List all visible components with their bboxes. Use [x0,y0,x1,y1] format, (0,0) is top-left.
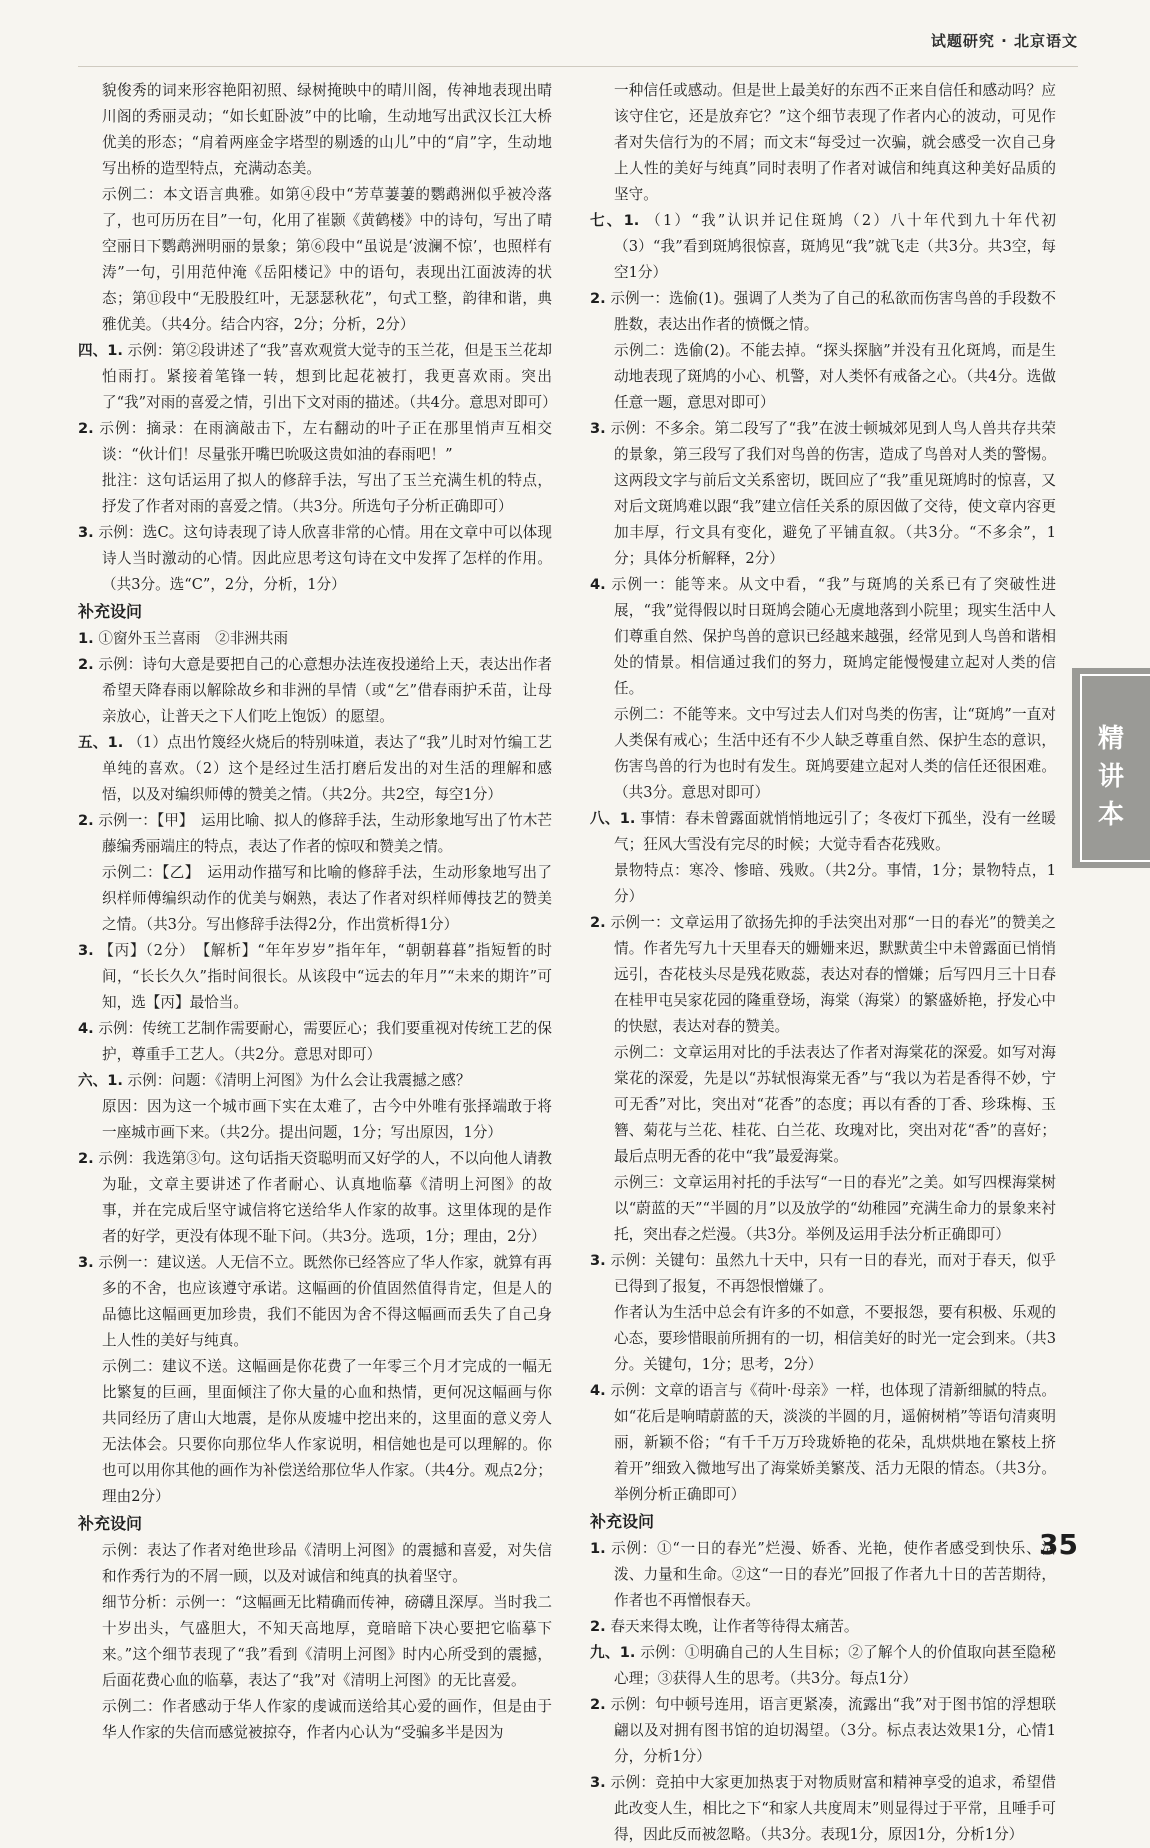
item-number: 2. [590,290,606,307]
item-number: 2. [78,1150,94,1167]
section-heading: 补充设问 [590,1512,655,1531]
item-text: 示例一：【甲】 运用比喻、拟人的修辞手法，生动形象地写出了竹木芒藤编秀丽端庄的特点，表达了作者的惊叹和赞美之情。 [98,812,553,855]
item-text: 示例一：选偷(1)。强调了人类为了自己的私欲而伤害鸟兽的手段数不胜数，表达出作者的愤慨之情。 [610,290,1056,333]
running-header: 试题研究 · 北京语文 [930,32,1078,50]
answer-item [590,1614,1056,1640]
answer-paragraph: 貌俊秀的词来形容艳阳初照、绿树掩映中的晴川阁，传神地表现出晴川阁的秀丽灵动；“如长虹卧波”中的比喻，生动地写出武汉长江大桥优美的形态；“肩着两座金字塔型的剔透的山儿”中的“肩”字，生动地写出桥的造型特点，充满动态美。 [102,82,552,177]
item-number: 1. [590,1540,606,1557]
answer-item [590,1536,1056,1614]
item-text: 示例一：文章运用了欲扬先抑的手法突出对那“一日的春光”的赞美之情。作者先写九十天里春天的姗姗来迟，默默黄尘中未曾露面已悄悄远引，杏花枝头尽是残花败蕊，表达对春的憎嫌；后写四月三十日春在桂甲屯吴家花园的隆重登场，海棠（海棠）的繁盛娇艳，抒发心中的快慰，表达对春的赞美。 [610,914,1056,1035]
item-text: 【丙】（2分） 【解析】“年年岁岁”指年年，“朝朝暮暮”指短暂的时间，“长长久久”指时间很长。从该段中“远去的年月”“未来的期许”可知，选【丙】最恰当。 [99,942,552,1011]
answer-item [590,1692,1056,1770]
answer-paragraph: 批注：这句话运用了拟人的修辞手法，写出了玉兰充满生机的特点，抒发了作者对雨的喜爱之情。（共3分。所选句子分析正确即可） [102,472,552,515]
item-text: 示例：第②段讲述了“我”喜欢观赏大觉寺的玉兰花，但是玉兰花却怕雨打。紧接着笔锋一转，想到比起花被打，我更喜欢雨。突出了“我”对雨的喜爱之情，引出下文对雨的描述。（共4分。意思对即可） [102,342,557,411]
item-number: 六、1. [78,1072,123,1089]
item-number: 2. [590,1696,606,1713]
answer-paragraph: 作者认为生活中总会有许多的不如意，不要报怨，要有积极、乐观的心态，要珍惜眼前所拥有的一切，相信美好的时光一定会到来。（共3分。关键句，1分；思考，2分） [614,1304,1056,1373]
item-number: 2. [78,812,94,829]
answer-item [590,1378,1056,1508]
item-number: 3. [590,1774,606,1791]
answer-paragraph: 示例二：建议不送。这幅画是你花费了一年零三个月才完成的一幅无比繁复的巨画，里面倾注了你大量的心血和热情，更何况这幅画与你共同经历了唐山大地震，是你从废墟中挖出来的，这里面的意义旁人无法体会。只要你向那位华人作家说明，相信她也是可以理解的。你也可以用你其他的画作为补偿送给那位华人作家。（共4分。观点2分；理由2分） [102,1358,552,1505]
item-number: 3. [78,524,94,541]
item-number: 3. [590,420,606,437]
right-column [590,78,1056,1848]
answer-item [590,572,1056,702]
answer-paragraph: 原因：因为这一个城市画下实在太难了，古今中外唯有张择端敢于将一座城市画下来。（共2分。提出问题，1分；写出原因，1分） [102,1098,552,1141]
item-text: 示例：问题：《清明上河图》为什么会让我震撼之感？ [127,1072,471,1089]
item-text: 示例：句中顿号连用，语言更紧凑，流露出“我”对于图书馆的浮想联翩以及对拥有图书馆的迫切渴望。（3分。标点表达效果1分，心情1分，分析1分） [610,1696,1056,1765]
answer-paragraph: 示例二：作者感动于华人作家的虔诚而送给其心爱的画作，但是由于华人作家的失信而感觉被掠夺，作者内心认为“受骗多半是因为 [102,1698,552,1741]
item-text: ①窗外玉兰喜雨 ②非洲共雨 [98,630,289,647]
answer-item [590,1640,1056,1692]
item-number: 2. [78,656,94,673]
answer-item [78,652,552,730]
answer-paragraph: 示例：表达了作者对绝世珍品《清明上河图》的震撼和喜爱，对失信和作秀行为的不屑一顾，以及对诚信和纯真的执着坚守。 [102,1542,552,1585]
item-text: 事情：春未曾露面就悄悄地远引了；冬夜灯下孤坐，没有一丝暖气；狂风大雪没有完尽的时候；大觉寺看杏花残败。 [614,810,1057,853]
answer-item [590,806,1056,858]
answer-item [78,808,552,860]
item-text: 示例一：建议送。人无信不立。既然你已经答应了华人作家，就算有再多的不舍，也应该遵守承诺。这幅画的价值固然值得肯定，但是人的品德比这幅画更加珍贵，我们不能因为舍不得这幅画而丢失了自己身上人性的美好与纯真。 [98,1254,552,1349]
section-heading: 补充设问 [78,1514,143,1533]
item-number: 七、1. [590,212,640,229]
answer-paragraph: 一种信任或感动。但是世上最美好的东西不正来自信任和感动吗？应该守住它，还是放弃它？”这个细节表现了作者内心的波动，可见作者对失信行为的不屑；而文末“每受过一次骗，就会感受一次自己身上人性的美好与纯真”同时表明了作者对诚信和纯真这种美好品质的坚守。 [614,82,1056,203]
item-text: 示例：①明确自己的人生目标；②了解个人的价值取向甚至隐秘心理；③获得人生的思考。（共3分。每点1分） [614,1644,1057,1687]
item-text: 示例：文章的语言与《荷叶·母亲》一样，也体现了清新细腻的特点。如“花后是响晴蔚蓝的天，淡淡的半圆的月，遥俯树梢”等语句清爽明丽，新颖不俗；“有千千万万玲珑娇艳的花朵，乱烘烘地在繁枝上挤着开”细致入微地写出了海棠娇美繁茂、活力无限的情态。（共3分。举例分析正确即可） [610,1382,1056,1503]
answer-paragraph: 示例二：文章运用对比的手法表达了作者对海棠花的深爱。如写对海棠花的深爱，先是以“苏轼恨海棠无香”与“我以为若是香得不妙，宁可无香”对比，突出对“花香”的态度；再以有香的丁香、珍珠梅、玉簪、菊花与兰花、桂花、白兰花、玫瑰对比，突出对花“香”的喜好；最后点明无香的花中“我”最爱海棠。 [614,1044,1056,1165]
item-number: 四、1. [78,342,123,359]
side-tab [1072,668,1150,868]
left-column [78,78,557,1746]
item-number: 五、1. [78,734,124,751]
item-number: 4. [590,1382,606,1399]
item-text: 示例：摘录：在雨滴敲击下，左右翻动的叶子正在那里悄声互相交谈：“伙计们！尽量张开嘴巴吮吸这贵如油的春雨吧！” [99,420,553,463]
item-number: 4. [590,576,606,593]
answer-item [78,416,552,468]
item-text: 示例：不多余。第二段写了“我”在波士顿城郊见到人鸟人兽共存共荣的景象，第三段写了我们对鸟兽的伤害，造成了鸟兽对人类的警惕。这两段文字与前后文关系密切，既回应了“我”重见斑鸠时的惊喜，又对后文斑鸠难以跟“我”建立信任关系的原因做了交待，使文章内容更加丰厚，行文具有变化，避免了平铺直叙。（共3分。“不多余”，1分；具体分析解释，2分） [610,420,1056,567]
answer-item [590,1248,1056,1300]
item-number: 2. [78,420,94,437]
item-text: 示例一：能等来。从文中看，“我”与斑鸠的关系已有了突破性进展，“我”觉得假以时日斑鸠会随心无虞地落到小院里；现实生活中人们尊重自然、保护鸟兽的意识已经越来越强，经常见到人鸟兽和谐相处的情景。相信通过我们的努力，斑鸠定能慢慢建立起对人类的信任。 [611,576,1056,697]
item-number: 3. [78,1254,94,1271]
answer-paragraph: 示例二：本文语言典雅。如第④段中“芳草萋萋的鹦鹉洲似乎被冷落了，也可历历在目”一句，化用了崔颢《黄鹤楼》中的诗句，写出了晴空丽日下鹦鹉洲明丽的景象；第⑥段中“虽说是‘波澜不惊’，也照样有涛”一句，引用范仲淹《岳阳楼记》中的语句，表现出江面波涛的状态；第⑪段中“无股股红叶，无瑟瑟秋花”，句式工整，韵律和谐，典雅优美。（共4分。结合内容，2分；分析，2分） [102,186,552,333]
answer-item [78,1250,552,1354]
item-number: 1. [78,630,94,647]
item-number: 九、1. [590,1644,636,1661]
item-text: （1）“我”认识并记住斑鸠（2）八十年代到九十年代初（3）“我”看到斑鸠很惊喜，斑鸠见“我”就飞走（共3分。共3空，每空1分） [614,212,1057,281]
item-number: 2. [590,914,606,931]
answer-item [590,286,1056,338]
answer-paragraph: 示例二：不能等来。文中写过去人们对鸟类的伤害，让“斑鸠”一直对人类保有戒心；生活中还有不少人缺乏尊重自然、保护生态的意识，伤害鸟兽的行为也时有发生。斑鸠要建立起对人类的信任还很困难。（共3分。意思对即可） [614,706,1056,801]
answer-paragraph: 细节分析：示例一：“这幅画无比精确而传神，磅礴且深厚。当时我二十岁出头，气盛胆大，不知天高地厚，竟暗暗下决心要把它临摹下来。”这个细节表现了“我”看到《清明上河图》时内心所受到的震撼，后面花费心血的临摹，表达了“我”对《清明上河图》的无比喜爱。 [102,1594,552,1689]
answer-item [78,626,552,652]
header-rule [78,66,1078,67]
item-number: 3. [78,942,94,959]
answer-item [78,730,552,808]
item-number: 八、1. [590,810,636,827]
answer-item [78,338,557,416]
section-heading: 补充设问 [78,602,143,621]
item-text: 示例：传统工艺制作需要耐心，需要匠心；我们要重视对传统工艺的保护，尊重手工艺人。（共2分。意思对即可） [98,1020,552,1063]
item-number: 4. [78,1020,94,1037]
page-number: 35 [1039,1528,1078,1561]
answer-item [78,1016,552,1068]
side-tab-label: 精 讲 本 [1097,724,1124,830]
answer-paragraph: 示例三：文章运用衬托的手法写“一日的春光”之美。如写四棵海棠树以“蔚蓝的天”“半圆的月”以及放学的“幼稚园”充满生命力的景象来衬托，突出春之烂漫。（共3分。举例及运用手法分析正确即可） [614,1174,1056,1243]
item-number: 3. [590,1252,606,1269]
item-text: 示例：关键句：虽然九十天中，只有一日的春光，而对于春天，似乎已得到了报复，不再怨恨憎嫌了。 [610,1252,1056,1295]
answer-item [78,520,552,598]
answer-item [590,1770,1056,1848]
answer-item [78,1068,552,1094]
answer-paragraph: 示例二：【乙】 运用动作描写和比喻的修辞手法，生动形象地写出了织样师傅编织动作的优美与娴熟，表达了作者对织样师傅技艺的赞美之情。（共3分。写出修辞手法得2分，作出赏析得1分） [102,864,552,933]
item-text: 示例：①“一日的春光”烂漫、娇香、光艳，使作者感受到快乐、活泼、力量和生命。②这“一日的春光”回报了作者九十日的苦苦期待，作者也不再憎恨春天。 [611,1540,1057,1609]
item-text: 示例：竞拍中大家更加热衷于对物质财富和精神享受的追求，希望借此改变人生，相比之下“和家人共度周末”则显得过于平常，且唾手可得，因此反而被忽略。（共3分。表现1分，原因1分，分析1分） [610,1774,1056,1843]
item-text: 示例：选C。这句诗表现了诗人欣喜非常的心情。用在文章中可以体现诗人当时激动的心情。因此应思考这句诗在文中发挥了怎样的作用。（共3分。选“C”，2分，分析，1分） [98,524,553,593]
item-text: 示例：我选第③句。这句话指天资聪明而又好学的人，不以向他人请教为耻，文章主要讲述了作者耐心、认真地临摹《清明上河图》的故事，并在完成后坚守诚信将它送给华人作家的故事。这里体现的是作者的好学，更没有体现不耻下问。（共3分。选项，1分；理由，2分） [98,1150,552,1245]
answer-paragraph: 景物特点：寒冷、惨暗、残败。（共2分。事情，1分；景物特点，1分） [614,862,1056,905]
item-text: 春天来得太晚，让作者等待得太痛苦。 [610,1618,859,1635]
answer-item [590,416,1056,572]
answer-item [78,938,552,1016]
item-text: 示例：诗句大意是要把自己的心意想办法连夜投递给上天，表达出作者希望天降春雨以解除故乡和非洲的旱情（或“乞”借春雨护禾苗，让母亲放心，让普天之下人们吃上饱饭）的愿望。 [98,656,552,725]
answer-item [590,910,1056,1040]
answer-item [78,1146,552,1250]
item-text: （1）点出竹篾经火烧后的特别味道，表达了“我”儿时对竹编工艺单纯的喜欢。（2）这个是经过生活打磨后发出的对生活的理解和感悟，以及对编织师傅的赞美之情。（共2分。共2空，每空1分） [102,734,553,803]
item-number: 2. [590,1618,606,1635]
answer-item [590,208,1056,286]
answer-paragraph: 示例二：选偷(2)。不能去掉。“探头探脑”并没有丑化斑鸠，而是生动地表现了斑鸠的小心、机警，对人类怀有戒备之心。（共4分。选做任意一题，意思对即可） [614,342,1056,411]
